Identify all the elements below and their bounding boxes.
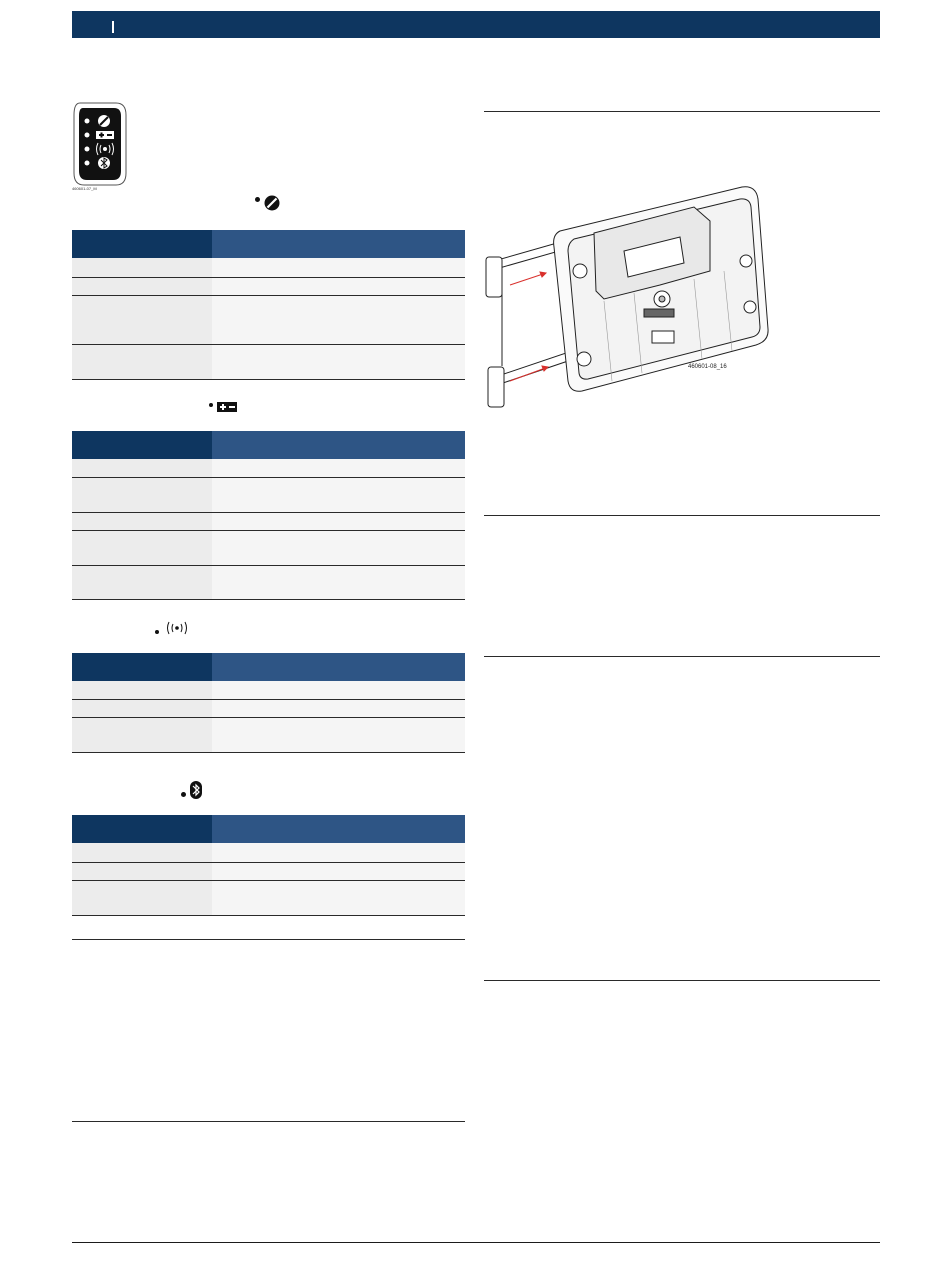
table-row — [72, 566, 465, 600]
table-row — [72, 513, 465, 531]
wireless-section-icon — [155, 621, 191, 635]
battery-icon — [217, 402, 237, 412]
wireless-icon — [163, 621, 191, 635]
table-header — [72, 230, 465, 258]
table-row — [72, 459, 465, 478]
section-divider — [484, 980, 880, 981]
led-panel-illustration — [72, 101, 128, 187]
no-entry-icon — [264, 195, 280, 211]
table-row — [72, 296, 465, 345]
table-row — [72, 700, 465, 718]
bluetooth-section-icon — [181, 781, 202, 799]
header-separator — [112, 21, 114, 33]
device-with-stand-illustration — [484, 181, 774, 411]
section-divider — [72, 1121, 465, 1122]
table-header — [72, 653, 465, 681]
section-divider — [484, 515, 880, 516]
table-row — [72, 258, 465, 278]
table-row — [72, 916, 465, 940]
table-row — [72, 718, 465, 753]
led-panel-caption: 460601-07_M — [72, 186, 97, 191]
table-row — [72, 278, 465, 296]
figure-label: 460601-08_16 — [688, 364, 727, 370]
wireless-led-table — [72, 653, 465, 753]
bluetooth-led-table — [72, 815, 465, 940]
bluetooth-icon — [98, 157, 110, 169]
table-row — [72, 863, 465, 881]
section-divider — [484, 656, 880, 657]
table-row — [72, 345, 465, 380]
section-divider — [484, 111, 880, 112]
page-footer-line — [72, 1242, 880, 1243]
table-row — [72, 478, 465, 513]
table-row — [72, 531, 465, 566]
battery-section-icon — [209, 402, 237, 412]
table-row — [72, 843, 465, 863]
table-row — [72, 881, 465, 916]
status-led-table — [72, 230, 465, 380]
status-section-icon — [255, 195, 280, 211]
battery-led-table — [72, 431, 465, 600]
table-header — [72, 815, 465, 843]
page-header-bar — [72, 11, 880, 38]
table-header — [72, 431, 465, 459]
table-row — [72, 681, 465, 700]
no-entry-icon — [98, 115, 110, 127]
battery-icon — [96, 131, 114, 139]
bluetooth-icon — [190, 781, 202, 799]
